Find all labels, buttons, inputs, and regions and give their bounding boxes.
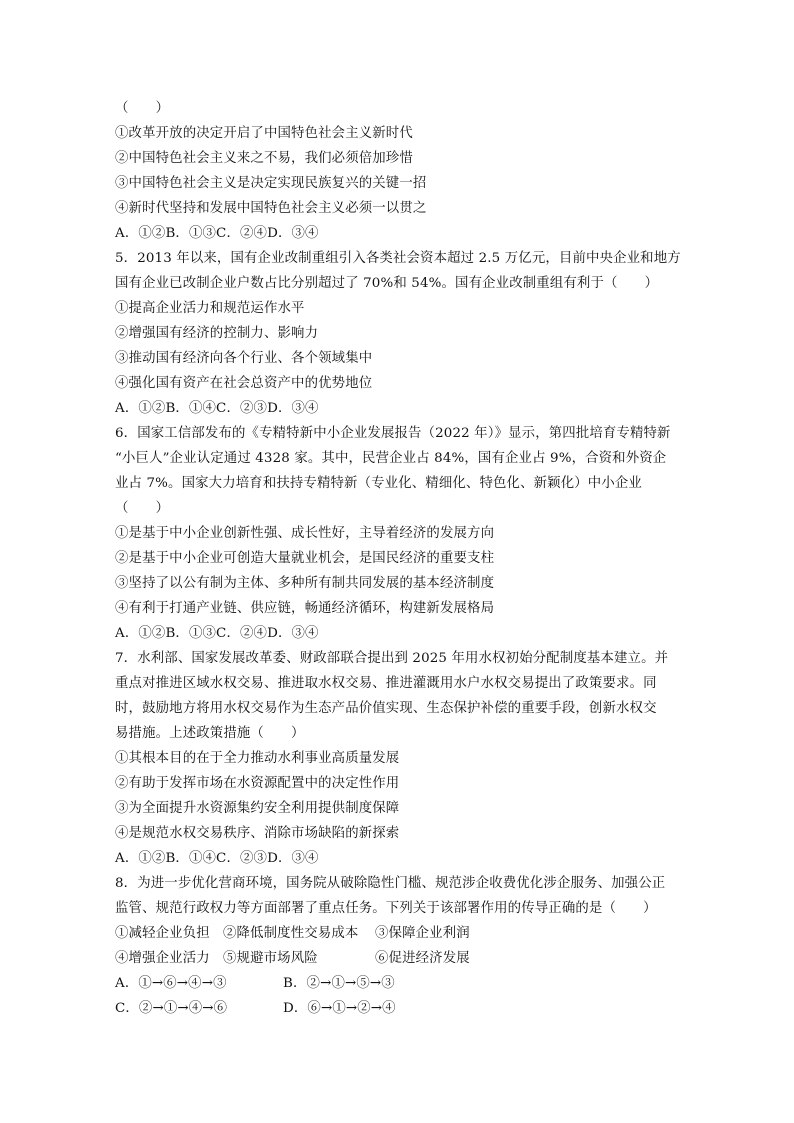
q8-item-5: ⑤规避市场风险 [223,951,318,966]
q8-options-row-2 [115,996,685,1021]
q4-item-2: ②中国特色社会主义来之不易，我们必须倍加珍惜 [115,151,413,166]
q8-option-d: D．⑥→①→②→④ [283,1001,396,1016]
q6-item-4: ④有利于打通产业链、供应链，畅通经济循环，构建新发展格局 [115,601,495,616]
q5-item-4: ④强化国有资产在社会总资产中的优势地位 [115,376,373,391]
q8-stem-line-2: 监管、规范行政权力等方面部署了重点任务。下列关于该部署作用的传导正确的是（ ） [115,901,657,916]
q7-item-2: ②有助于发挥市场在水资源配置中的决定性作用 [115,776,400,791]
q5-stem-line-1: 5．2013 年以来，国有企业改制重组引入各类社会资本超过 2.5 万亿元，目前中央企业和地方 [115,251,681,266]
q6-options: A．①②B．①③C．②④D．③④ [115,626,319,641]
exam-page [115,96,685,1021]
q5-stem-line-2: 国有企业已改制企业户数占比分别超过了 70%和 54%。国有企业改制重组有利于（ ） [115,276,659,291]
q7-stem-line-4: 易措施。上述政策措施（ ） [115,726,305,741]
q8-item-2: ②降低制度性交易成本 [223,926,359,941]
q8-item-4: ④增强企业活力 [115,951,210,966]
q8-option-c: C．②→①→④→⑥ [115,1001,228,1016]
q8-item-6: ⑥促进经济发展 [375,951,470,966]
q7-options: A．①②B．①④C．②③D．③④ [115,851,319,866]
q4-item-4: ④新时代坚持和发展中国特色社会主义必须一以贯之 [115,201,427,216]
q6-item-2: ②是基于中小企业可创造大量就业机会，是国民经济的重要支柱 [115,551,495,566]
q4-stem-end: （ ） [115,101,170,116]
q8-stem-line-1: 8．为进一步优化营商环境，国务院从破除隐性门槛、规范涉企收费优化涉企服务、加强公正 [115,876,666,891]
q5-item-2: ②增强国有经济的控制力、影响力 [115,326,319,341]
q6-stem-line-2: “小巨人”企业认定通过 4328 家。其中，民营企业占 84%，国有企业占 9%，合资和外资企 [115,451,667,466]
q7-item-4: ④是规范水权交易秩序、消除市场缺陷的新探索 [115,826,400,841]
q7-stem-line-3: 时，鼓励地方将用水权交易作为生态产品价值实现、生态保护补偿的重要手段，创新水权交 [115,701,657,716]
q7-item-3: ③为全面提升水资源集约安全利用提供制度保障 [115,801,400,816]
q4-item-1: ①改革开放的决定开启了中国特色社会主义新时代 [115,126,413,141]
q5-item-3: ③推动国有经济向各个行业、各个领域集中 [115,351,373,366]
q8-options-row-1 [115,971,685,996]
q8-item-3: ③保障企业利润 [375,926,470,941]
q6-stem-line-4: （ ） [115,501,170,516]
q8-item-1: ①减轻企业负担 [115,926,210,941]
q6-item-3: ③坚持了以公有制为主体、多种所有制共同发展的基本经济制度 [115,576,495,591]
q7-stem-line-2: 重点对推进区域水权交易、推进取水权交易、推进灌溉用水户水权交易提出了政策要求。同 [115,676,657,691]
q7-item-1: ①其根本目的在于全力推动水利事业高质量发展 [115,751,400,766]
q7-stem-line-1: 7．水利部、国家发展改革委、财政部联合提出到 2025 年用水权初始分配制度基本建立。并 [115,651,669,666]
q5-item-1: ①提高企业活力和规范运作水平 [115,301,305,316]
q6-item-1: ①是基于中小企业创新性强、成长性好，主导着经济的发展方向 [115,526,495,541]
q8-option-a: A．①→⑥→④→③ [115,976,227,991]
q5-options: A．①②B．①④C．②③D．③④ [115,401,319,416]
q8-items-row-2 [115,946,685,971]
q4-item-3: ③中国特色社会主义是决定实现民族复兴的关键一招 [115,176,427,191]
q8-option-b: B．②→①→⑤→③ [283,976,395,991]
q8-items-row-1 [115,921,685,946]
q6-stem-line-3: 业占 7%。国家大力培育和扶持专精特新（专业化、精细化、特色化、新颖化）中小企业 [115,476,642,491]
q4-options: A．①②B．①③C．②④D．③④ [115,226,319,241]
q6-stem-line-1: 6．国家工信部发布的《专精特新中小企业发展报告（2022 年）》显示，第四批培育专精特新 [115,426,671,441]
